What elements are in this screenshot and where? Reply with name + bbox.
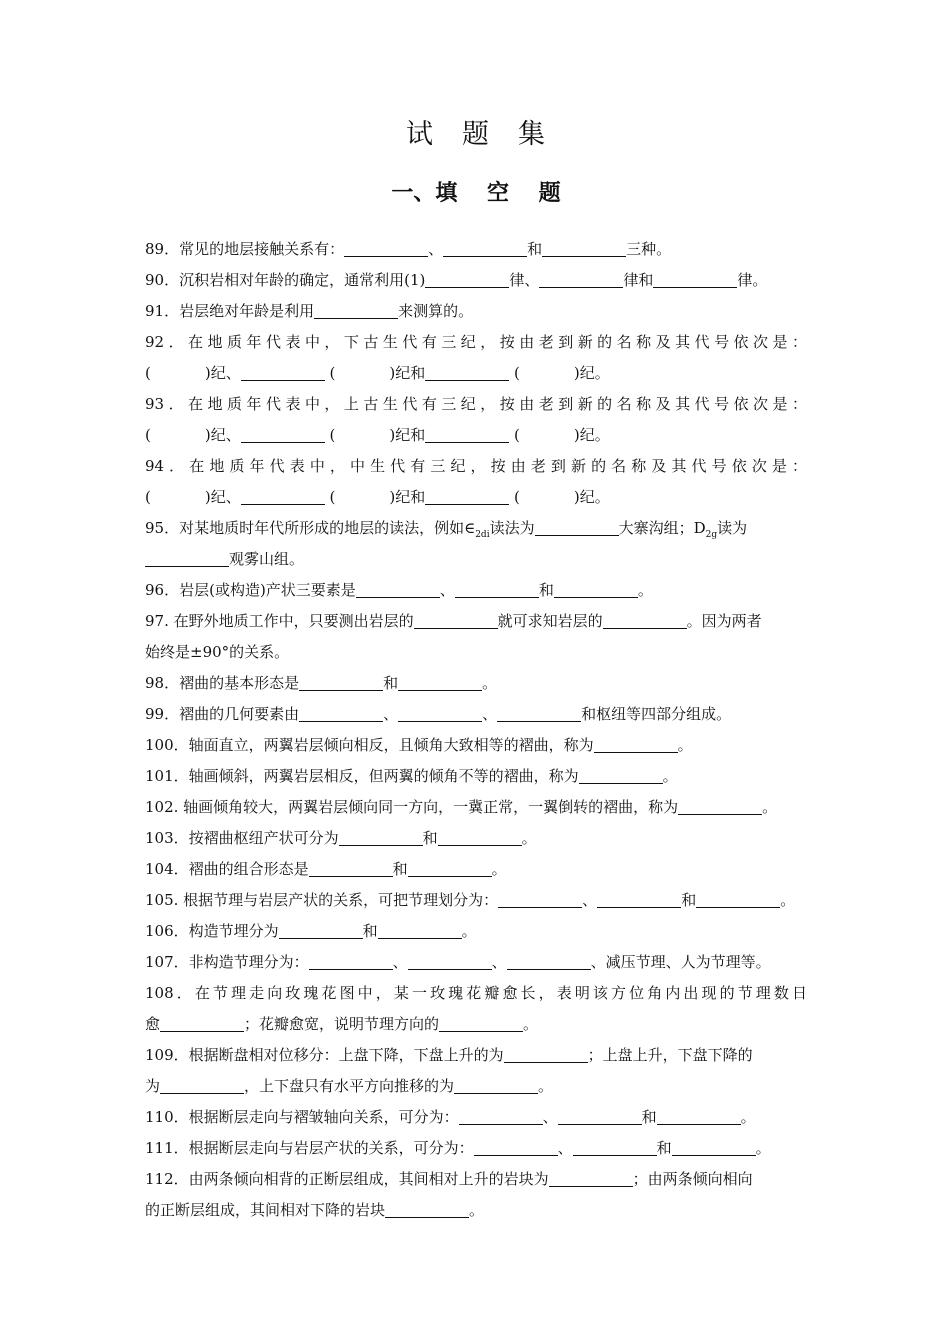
question-105: 105. 根据节理与岩层产状的关系，可把节理划分为： 、 和 。 xyxy=(145,891,796,909)
answer-blank[interactable] xyxy=(594,738,678,753)
question-108: 108．在节理走向玫瑰花图中，某一玫瑰花瓣愈长，表明该方位角内出现的节理数日 xyxy=(145,984,807,1002)
answer-blank[interactable] xyxy=(657,1110,741,1125)
answer-blank[interactable] xyxy=(378,924,462,939)
question-112: 112．由两条倾向相背的正断层组成，其间相对上升的岩块为 ；由两条倾向相向 xyxy=(145,1170,753,1188)
answer-blank[interactable] xyxy=(454,1079,538,1094)
question-93: 93．在地质年代表中，上古生代有三纪，按由老到新的名称及其代号依次是： xyxy=(145,395,807,413)
answer-blank[interactable] xyxy=(653,273,737,288)
question-98: 98．褶曲的基本形态是 和 。 xyxy=(145,674,498,692)
answer-blank[interactable] xyxy=(408,955,492,970)
question-100: 100．轴面直立，两翼岩层倾向相反，且倾角大致相等的褶曲，称为 。 xyxy=(145,736,693,754)
question-92-blanks: ( )纪、 ( )纪和 ( )纪。 xyxy=(145,364,610,382)
answer-blank[interactable] xyxy=(459,1110,543,1125)
answer-blank[interactable] xyxy=(558,1110,642,1125)
answer-blank[interactable] xyxy=(539,273,623,288)
answer-blank[interactable] xyxy=(344,242,428,257)
question-94-blanks: ( )纪、 ( )纪和 ( )纪。 xyxy=(145,488,610,506)
answer-blank[interactable] xyxy=(309,955,393,970)
answer-blank[interactable] xyxy=(535,521,619,536)
answer-blank[interactable] xyxy=(443,242,527,257)
answer-blank[interactable] xyxy=(672,1141,756,1156)
answer-blank[interactable] xyxy=(314,304,398,319)
answer-blank[interactable] xyxy=(504,1048,588,1063)
answer-blank[interactable] xyxy=(414,614,498,629)
question-91: 91．岩层绝对年龄是利用 来测算的。 xyxy=(145,302,474,320)
answer-blank[interactable] xyxy=(241,490,325,505)
question-list xyxy=(145,234,807,1226)
question-112-cont: 的正断层组成，其间相对下降的岩块 。 xyxy=(145,1201,485,1219)
question-97: 97. 在野外地质工作中，只要测出岩层的 就可求知岩层的 。因为两者 xyxy=(145,612,762,630)
answer-blank[interactable] xyxy=(439,1017,523,1032)
answer-blank[interactable] xyxy=(603,614,687,629)
answer-blank[interactable] xyxy=(438,831,522,846)
question-95: 95．对某地质时年代所形成的地层的读法，例如$\in_{2di}$读法为 大寨沟组；$D_{2g}$读为 xyxy=(145,519,748,540)
answer-blank[interactable] xyxy=(385,1203,469,1218)
answer-blank[interactable] xyxy=(678,800,762,815)
question-107: 107．非构造节理分为： 、 、 、减压节理、人为节理等。 xyxy=(145,953,771,971)
answer-blank[interactable] xyxy=(299,707,383,722)
question-109: 109．根据断盘相对位移分：上盘下降，下盘上升的为 ；上盘上升，下盘下降的 xyxy=(145,1046,753,1064)
answer-blank[interactable] xyxy=(597,893,681,908)
answer-blank[interactable] xyxy=(241,366,325,381)
answer-blank[interactable] xyxy=(398,707,482,722)
answer-blank[interactable] xyxy=(356,583,440,598)
answer-blank[interactable] xyxy=(549,1172,633,1187)
question-89: 89．常见的地层接触关系有： 、 和 三种。 xyxy=(145,240,672,258)
answer-blank[interactable] xyxy=(497,707,581,722)
answer-blank[interactable] xyxy=(696,893,780,908)
question-110: 110．根据断层走向与褶皱轴向关系，可分为： 、 和 。 xyxy=(145,1108,756,1126)
document-title: 试 题 集 xyxy=(406,119,546,150)
question-104: 104．褶曲的组合形态是 和 。 xyxy=(145,860,507,878)
question-103: 103．按褶曲枢纽产状可分为 和 。 xyxy=(145,829,537,847)
answer-blank[interactable] xyxy=(573,1141,657,1156)
answer-blank[interactable] xyxy=(542,242,626,257)
question-97-cont: 始终是±90°的关系。 xyxy=(145,643,290,661)
question-106: 106．构造节埋分为 和 。 xyxy=(145,922,477,940)
answer-blank[interactable] xyxy=(498,893,582,908)
answer-blank[interactable] xyxy=(474,1141,558,1156)
answer-blank[interactable] xyxy=(160,1079,244,1094)
answer-blank[interactable] xyxy=(425,273,509,288)
question-92: 92．在地质年代表中，下古生代有三纪，按由老到新的名称及其代号依次是： xyxy=(145,333,807,351)
answer-blank[interactable] xyxy=(425,490,509,505)
answer-blank[interactable] xyxy=(279,924,363,939)
question-90: 90．沉积岩相对年龄的确定，通常利用(1) 律、 律和 律。 xyxy=(145,271,768,289)
question-102: 102. 轴画倾角较大，两翼岩层倾向同一方向，一冀正常，一翼倒转的褶曲，称为 。 xyxy=(145,798,778,816)
answer-blank[interactable] xyxy=(554,583,638,598)
answer-blank[interactable] xyxy=(507,955,591,970)
section-heading: 一、填 空 题 xyxy=(391,181,561,206)
answer-blank[interactable] xyxy=(160,1017,244,1032)
answer-blank[interactable] xyxy=(145,552,229,567)
question-95-cont: 观雾山组。 xyxy=(145,544,807,575)
answer-blank[interactable] xyxy=(579,769,663,784)
question-94: 94．在地质年代表中，中生代有三纪，按由老到新的名称及其代号依次是： xyxy=(145,457,807,475)
answer-blank[interactable] xyxy=(425,428,509,443)
question-99: 99．褶曲的几何要素由 、 、 和枢纽等四部分组成。 xyxy=(145,705,732,723)
answer-blank[interactable] xyxy=(455,583,539,598)
answer-blank[interactable] xyxy=(398,676,482,691)
question-111: 111．根据断层走向与岩层产状的关系，可分为： 、 和 。 xyxy=(145,1139,771,1157)
question-101: 101．轴画倾斜，两翼岩层相反，但两翼的倾角不等的褶曲，称为 。 xyxy=(145,767,678,785)
question-108-cont: 愈 ；花瓣愈宽，说明节理方向的 。 xyxy=(145,1015,539,1033)
answer-blank[interactable] xyxy=(408,862,492,877)
answer-blank[interactable] xyxy=(425,366,509,381)
question-93-blanks: ( )纪、 ( )纪和 ( )纪。 xyxy=(145,426,610,444)
answer-blank[interactable] xyxy=(241,428,325,443)
question-96: 96．岩层(或构造)产状三要素是 、 和 。 xyxy=(145,581,653,599)
answer-blank[interactable] xyxy=(299,676,383,691)
answer-blank[interactable] xyxy=(339,831,423,846)
question-109-cont: 为 ，上下盘只有水平方向推移的为 。 xyxy=(145,1077,554,1095)
answer-blank[interactable] xyxy=(309,862,393,877)
